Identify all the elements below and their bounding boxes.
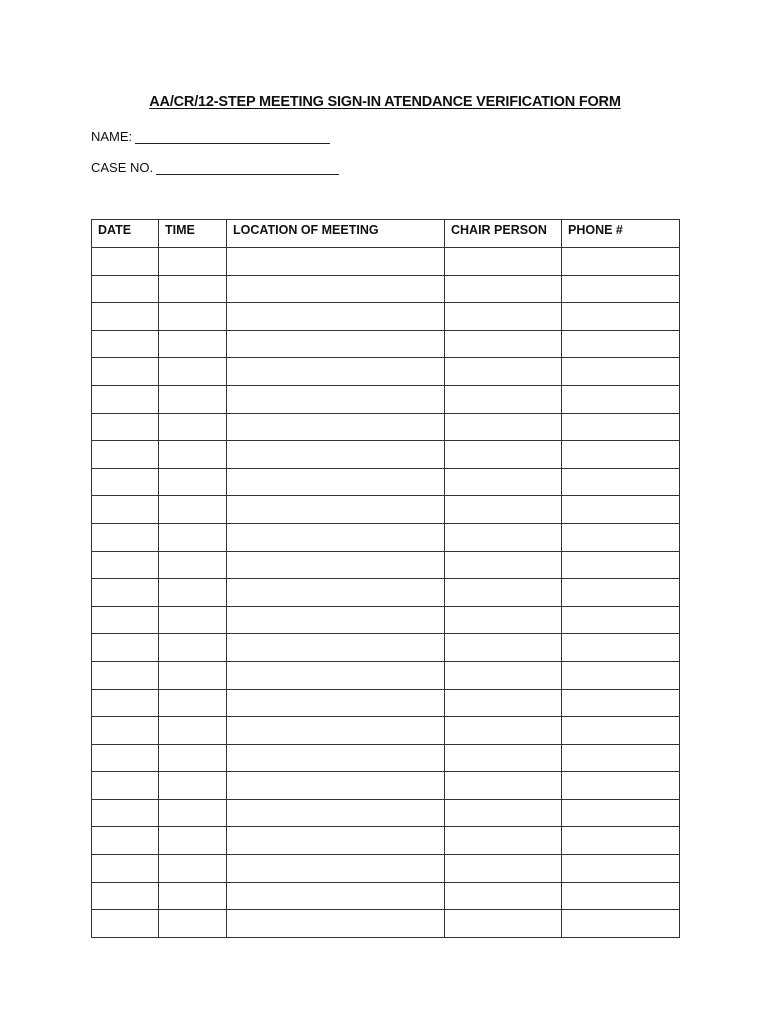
time-cell[interactable]	[159, 330, 227, 358]
date-cell[interactable]	[92, 275, 159, 303]
location-cell[interactable]	[227, 910, 445, 938]
table-row	[92, 606, 680, 634]
date-cell[interactable]	[92, 358, 159, 386]
chair-person-cell[interactable]	[445, 606, 562, 634]
chair-person-cell[interactable]	[445, 744, 562, 772]
table-row	[92, 661, 680, 689]
table-row	[92, 717, 680, 745]
table-row	[92, 772, 680, 800]
chair-person-cell[interactable]	[445, 717, 562, 745]
phone-cell[interactable]	[562, 496, 680, 524]
time-cell[interactable]	[159, 855, 227, 883]
table-row	[92, 496, 680, 524]
attendance-table	[91, 219, 680, 938]
table-row	[92, 523, 680, 551]
case-number-field	[91, 160, 339, 175]
location-cell[interactable]	[227, 772, 445, 800]
phone-cell[interactable]	[562, 606, 680, 634]
chair-person-cell[interactable]	[445, 496, 562, 524]
date-cell[interactable]	[92, 689, 159, 717]
table-row	[92, 413, 680, 441]
phone-cell[interactable]	[562, 385, 680, 413]
table-row	[92, 441, 680, 469]
chair-person-cell[interactable]	[445, 330, 562, 358]
time-cell[interactable]	[159, 551, 227, 579]
location-cell[interactable]	[227, 855, 445, 883]
case-number-input-line[interactable]	[156, 161, 339, 175]
time-cell[interactable]	[159, 413, 227, 441]
phone-cell[interactable]	[562, 910, 680, 938]
time-cell[interactable]	[159, 385, 227, 413]
table-row	[92, 689, 680, 717]
chair-person-cell[interactable]	[445, 689, 562, 717]
date-cell[interactable]	[92, 330, 159, 358]
column-header-time: TIME	[159, 220, 227, 248]
location-cell[interactable]	[227, 523, 445, 551]
column-header-location: LOCATION OF MEETING	[227, 220, 445, 248]
date-cell[interactable]	[92, 855, 159, 883]
name-label: NAME:	[91, 129, 133, 144]
table-row	[92, 551, 680, 579]
date-cell[interactable]	[92, 468, 159, 496]
phone-cell[interactable]	[562, 413, 680, 441]
time-cell[interactable]	[159, 910, 227, 938]
date-cell[interactable]	[92, 634, 159, 662]
phone-cell[interactable]	[562, 303, 680, 331]
phone-cell[interactable]	[562, 799, 680, 827]
time-cell[interactable]	[159, 661, 227, 689]
location-cell[interactable]	[227, 468, 445, 496]
location-cell[interactable]	[227, 661, 445, 689]
date-cell[interactable]	[92, 772, 159, 800]
chair-person-cell[interactable]	[445, 827, 562, 855]
table-row	[92, 275, 680, 303]
chair-person-cell[interactable]	[445, 634, 562, 662]
column-header-chair-person: CHAIR PERSON	[445, 220, 562, 248]
time-cell[interactable]	[159, 827, 227, 855]
time-cell[interactable]	[159, 275, 227, 303]
time-cell[interactable]	[159, 799, 227, 827]
date-cell[interactable]	[92, 248, 159, 276]
location-cell[interactable]	[227, 827, 445, 855]
chair-person-cell[interactable]	[445, 661, 562, 689]
location-cell[interactable]	[227, 634, 445, 662]
form-title: AA/CR/12-STEP MEETING SIGN-IN ATENDANCE VERIFICATION FORM	[149, 94, 621, 110]
date-cell[interactable]	[92, 303, 159, 331]
time-cell[interactable]	[159, 882, 227, 910]
table-row	[92, 882, 680, 910]
table-row	[92, 248, 680, 276]
table-row	[92, 634, 680, 662]
phone-cell[interactable]	[562, 744, 680, 772]
chair-person-cell[interactable]	[445, 772, 562, 800]
location-cell[interactable]	[227, 496, 445, 524]
table-row	[92, 330, 680, 358]
table-row	[92, 385, 680, 413]
table-row	[92, 303, 680, 331]
chair-person-cell[interactable]	[445, 275, 562, 303]
table-body	[92, 248, 680, 938]
table-row	[92, 855, 680, 883]
table-row	[92, 827, 680, 855]
phone-cell[interactable]	[562, 772, 680, 800]
phone-cell[interactable]	[562, 855, 680, 883]
location-cell[interactable]	[227, 441, 445, 469]
location-cell[interactable]	[227, 303, 445, 331]
column-header-phone: PHONE #	[562, 220, 680, 248]
phone-cell[interactable]	[562, 248, 680, 276]
date-cell[interactable]	[92, 441, 159, 469]
time-cell[interactable]	[159, 717, 227, 745]
name-input-line[interactable]	[135, 130, 330, 144]
date-cell[interactable]	[92, 744, 159, 772]
location-cell[interactable]	[227, 275, 445, 303]
phone-cell[interactable]	[562, 330, 680, 358]
time-cell[interactable]	[159, 689, 227, 717]
phone-cell[interactable]	[562, 661, 680, 689]
location-cell[interactable]	[227, 413, 445, 441]
date-cell[interactable]	[92, 827, 159, 855]
time-cell[interactable]	[159, 772, 227, 800]
phone-cell[interactable]	[562, 551, 680, 579]
date-cell[interactable]	[92, 579, 159, 607]
location-cell[interactable]	[227, 606, 445, 634]
time-cell[interactable]	[159, 606, 227, 634]
date-cell[interactable]	[92, 413, 159, 441]
chair-person-cell[interactable]	[445, 413, 562, 441]
date-cell[interactable]	[92, 910, 159, 938]
time-cell[interactable]	[159, 303, 227, 331]
time-cell[interactable]	[159, 248, 227, 276]
phone-cell[interactable]	[562, 441, 680, 469]
date-cell[interactable]	[92, 661, 159, 689]
table-row	[92, 799, 680, 827]
chair-person-cell[interactable]	[445, 551, 562, 579]
chair-person-cell[interactable]	[445, 799, 562, 827]
date-cell[interactable]	[92, 717, 159, 745]
location-cell[interactable]	[227, 744, 445, 772]
table-row	[92, 358, 680, 386]
date-cell[interactable]	[92, 385, 159, 413]
name-field	[91, 129, 330, 144]
phone-cell[interactable]	[562, 523, 680, 551]
chair-person-cell[interactable]	[445, 468, 562, 496]
phone-cell[interactable]	[562, 717, 680, 745]
case-number-label: CASE NO.	[91, 160, 154, 175]
location-cell[interactable]	[227, 689, 445, 717]
date-cell[interactable]	[92, 606, 159, 634]
date-cell[interactable]	[92, 523, 159, 551]
time-cell[interactable]	[159, 441, 227, 469]
phone-cell[interactable]	[562, 634, 680, 662]
phone-cell[interactable]	[562, 358, 680, 386]
location-cell[interactable]	[227, 248, 445, 276]
date-cell[interactable]	[92, 882, 159, 910]
phone-cell[interactable]	[562, 468, 680, 496]
chair-person-cell[interactable]	[445, 358, 562, 386]
time-cell[interactable]	[159, 496, 227, 524]
time-cell[interactable]	[159, 634, 227, 662]
chair-person-cell[interactable]	[445, 523, 562, 551]
phone-cell[interactable]	[562, 689, 680, 717]
time-cell[interactable]	[159, 468, 227, 496]
column-header-date: DATE	[92, 220, 159, 248]
table-row	[92, 744, 680, 772]
time-cell[interactable]	[159, 579, 227, 607]
phone-cell[interactable]	[562, 579, 680, 607]
date-cell[interactable]	[92, 551, 159, 579]
time-cell[interactable]	[159, 744, 227, 772]
table-row	[92, 468, 680, 496]
location-cell[interactable]	[227, 385, 445, 413]
chair-person-cell[interactable]	[445, 910, 562, 938]
phone-cell[interactable]	[562, 275, 680, 303]
location-cell[interactable]	[227, 882, 445, 910]
chair-person-cell[interactable]	[445, 441, 562, 469]
time-cell[interactable]	[159, 523, 227, 551]
location-cell[interactable]	[227, 717, 445, 745]
chair-person-cell[interactable]	[445, 248, 562, 276]
location-cell[interactable]	[227, 799, 445, 827]
chair-person-cell[interactable]	[445, 882, 562, 910]
location-cell[interactable]	[227, 579, 445, 607]
date-cell[interactable]	[92, 496, 159, 524]
location-cell[interactable]	[227, 551, 445, 579]
table-row	[92, 579, 680, 607]
phone-cell[interactable]	[562, 882, 680, 910]
table-row	[92, 910, 680, 938]
time-cell[interactable]	[159, 358, 227, 386]
location-cell[interactable]	[227, 330, 445, 358]
phone-cell[interactable]	[562, 827, 680, 855]
chair-person-cell[interactable]	[445, 579, 562, 607]
chair-person-cell[interactable]	[445, 855, 562, 883]
chair-person-cell[interactable]	[445, 303, 562, 331]
chair-person-cell[interactable]	[445, 385, 562, 413]
location-cell[interactable]	[227, 358, 445, 386]
date-cell[interactable]	[92, 799, 159, 827]
table-header-row	[92, 220, 680, 248]
